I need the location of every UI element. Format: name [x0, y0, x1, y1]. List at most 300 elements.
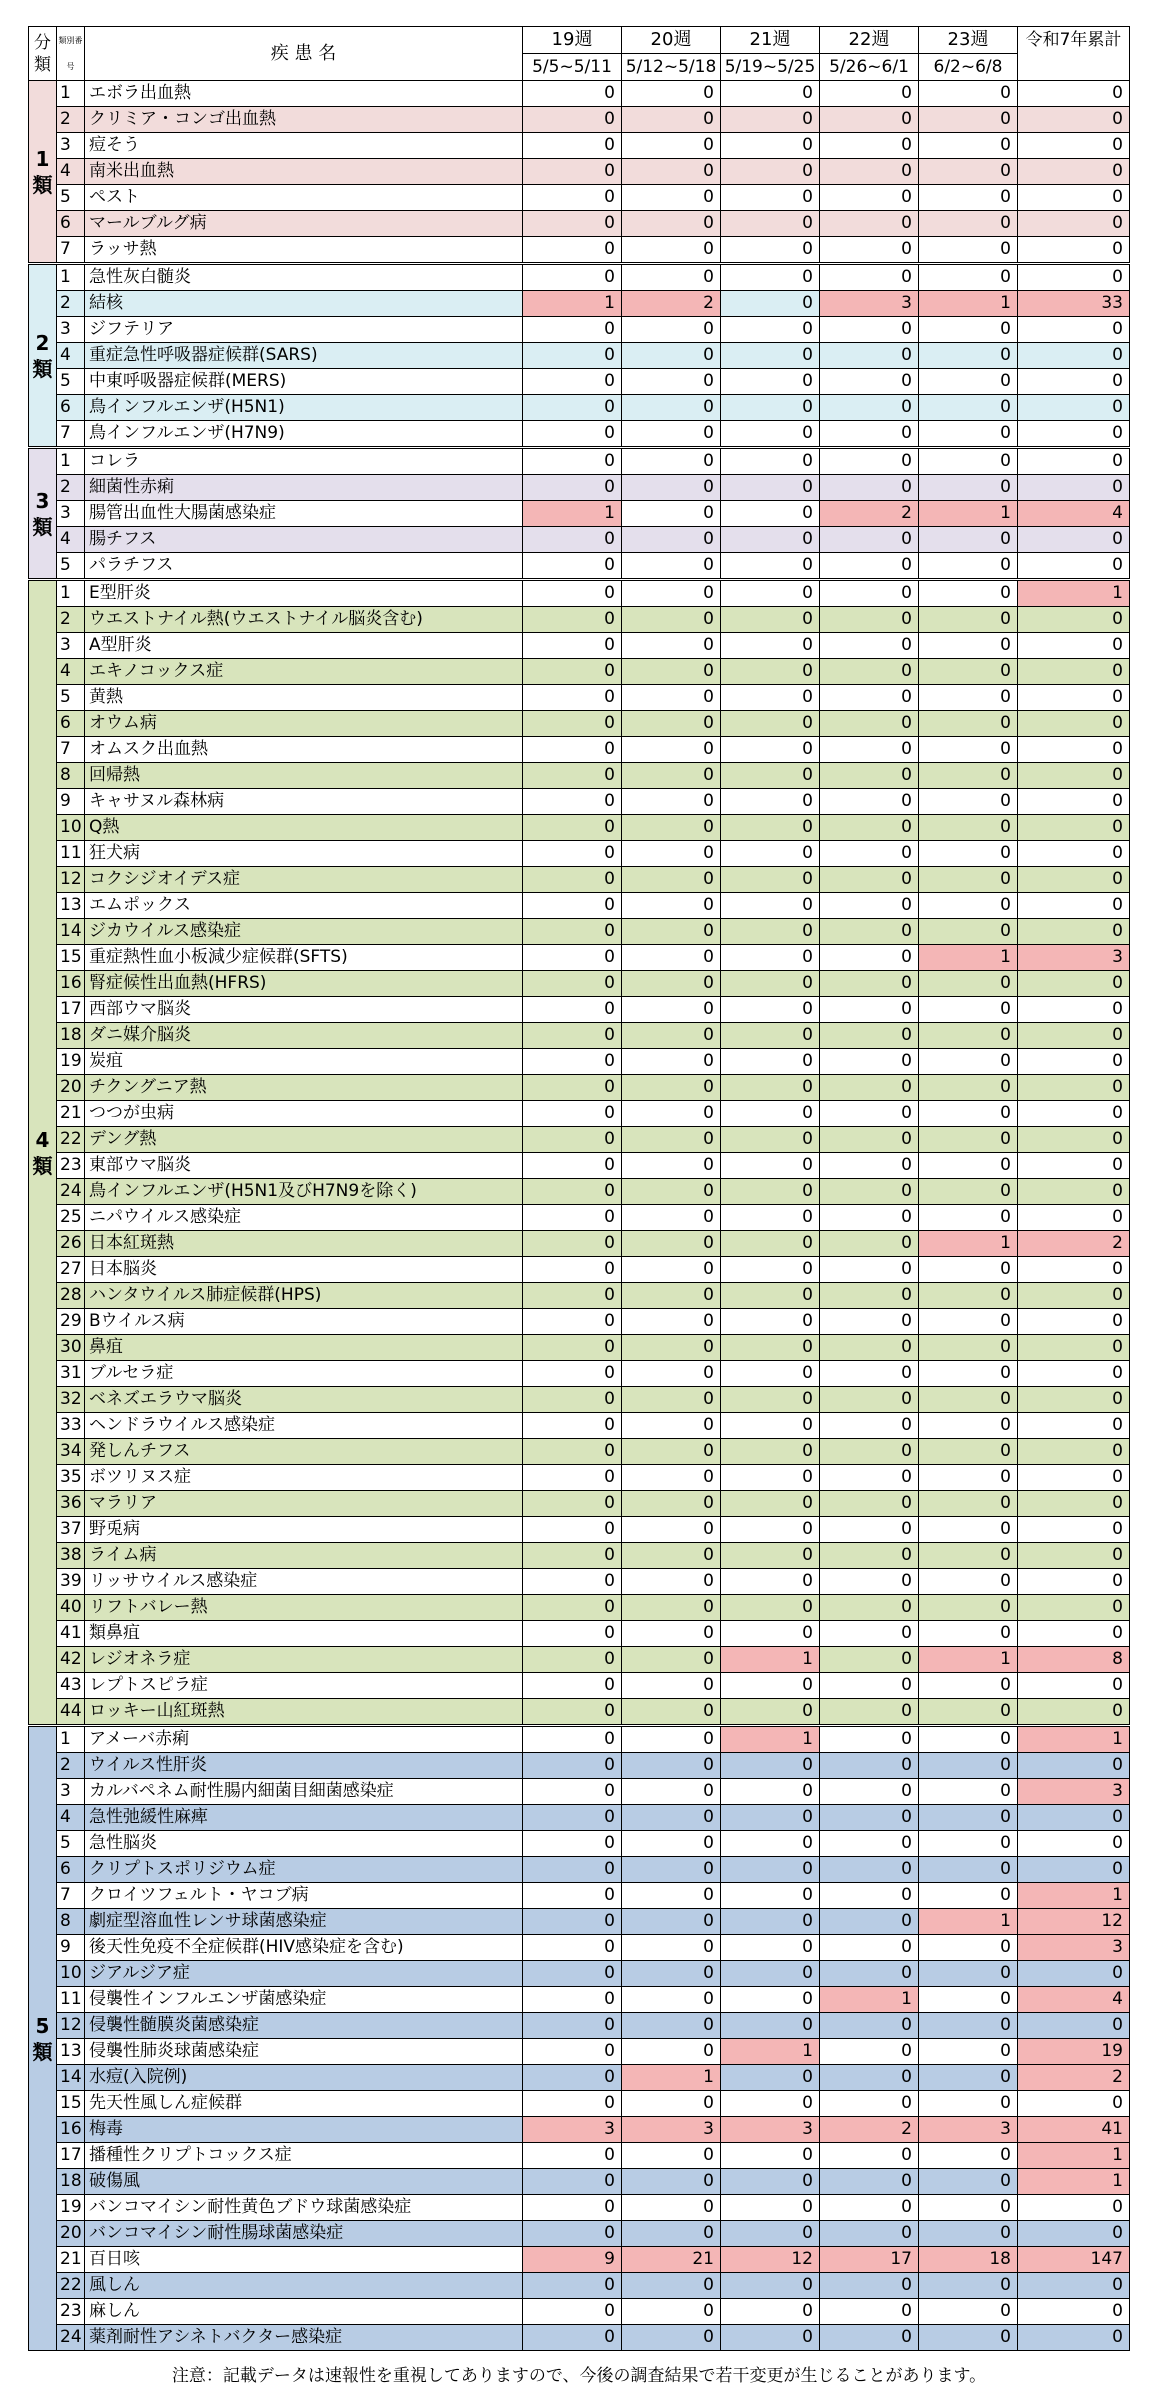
- week-value: 0: [919, 893, 1018, 919]
- week-value: 0: [721, 2325, 820, 2351]
- week-value: 0: [721, 737, 820, 763]
- week-value: 0: [523, 448, 622, 475]
- disease-name: キャサヌル森林病: [85, 789, 523, 815]
- week-value: 0: [919, 1205, 1018, 1231]
- week-value: 0: [820, 395, 919, 421]
- week-value: 0: [523, 2091, 622, 2117]
- row-number: 7: [57, 1883, 85, 1909]
- row-number: 27: [57, 1257, 85, 1283]
- table-row: [29, 1779, 1130, 1805]
- total-value: 0: [1018, 789, 1130, 815]
- week-value: 0: [523, 1647, 622, 1673]
- week-value: 0: [721, 1883, 820, 1909]
- week-value: 0: [919, 2273, 1018, 2299]
- week-value: 0: [622, 1935, 721, 1961]
- week-value: 0: [622, 421, 721, 448]
- week-value: 1: [523, 291, 622, 317]
- week-value: 0: [523, 1699, 622, 1726]
- week-value: 0: [820, 789, 919, 815]
- row-number: 1: [57, 264, 85, 291]
- total-value: 4: [1018, 501, 1130, 527]
- disease-report-table: [28, 26, 1130, 2351]
- week-value: 1: [919, 945, 1018, 971]
- table-row: [29, 107, 1130, 133]
- week-value: 0: [820, 1883, 919, 1909]
- week-value: 1: [721, 2039, 820, 2065]
- week-value: 0: [919, 1413, 1018, 1439]
- week-value: 0: [622, 501, 721, 527]
- disease-name: コレラ: [85, 448, 523, 475]
- week-value: 1: [919, 501, 1018, 527]
- total-value: 0: [1018, 711, 1130, 737]
- total-value: 0: [1018, 1361, 1130, 1387]
- week-value: 0: [919, 1569, 1018, 1595]
- week-value: 0: [820, 1127, 919, 1153]
- week-value: 0: [820, 2299, 919, 2325]
- total-value: 0: [1018, 1699, 1130, 1726]
- row-number: 15: [57, 945, 85, 971]
- total-value: 0: [1018, 815, 1130, 841]
- row-number: 7: [57, 421, 85, 448]
- week-value: 0: [919, 553, 1018, 580]
- row-number: 5: [57, 369, 85, 395]
- week-value: 0: [622, 711, 721, 737]
- table-row: [29, 1179, 1130, 1205]
- header-week-range: 5/26~6/1: [820, 54, 919, 81]
- week-value: 0: [622, 1491, 721, 1517]
- week-value: 0: [919, 81, 1018, 107]
- week-value: 0: [523, 1726, 622, 1753]
- week-value: 0: [523, 553, 622, 580]
- week-value: 0: [622, 1987, 721, 2013]
- total-value: 0: [1018, 841, 1130, 867]
- table-row: [29, 1961, 1130, 1987]
- total-value: 3: [1018, 1935, 1130, 1961]
- disease-name: 侵襲性髄膜炎菌感染症: [85, 2013, 523, 2039]
- week-value: 0: [622, 789, 721, 815]
- disease-name: ペスト: [85, 185, 523, 211]
- header-category: 分類: [29, 27, 57, 81]
- row-number: 31: [57, 1361, 85, 1387]
- week-value: 0: [820, 1699, 919, 1726]
- week-value: 0: [622, 763, 721, 789]
- week-value: 0: [820, 1075, 919, 1101]
- table-row: [29, 237, 1130, 264]
- row-number: 33: [57, 1413, 85, 1439]
- week-value: 1: [919, 1909, 1018, 1935]
- total-value: 0: [1018, 1491, 1130, 1517]
- table-row: [29, 580, 1130, 607]
- header-week-label: 20週: [622, 27, 721, 54]
- week-value: 0: [523, 133, 622, 159]
- disease-name: 後天性免疫不全症候群(HIV感染症を含む): [85, 1935, 523, 1961]
- week-value: 0: [523, 2195, 622, 2221]
- table-row: [29, 317, 1130, 343]
- week-value: 0: [721, 685, 820, 711]
- week-value: 0: [721, 997, 820, 1023]
- week-value: 0: [523, 815, 622, 841]
- week-value: 0: [919, 1805, 1018, 1831]
- week-value: 0: [820, 2273, 919, 2299]
- week-value: 0: [919, 1726, 1018, 1753]
- week-value: 0: [721, 185, 820, 211]
- row-number: 3: [57, 1779, 85, 1805]
- week-value: 0: [820, 317, 919, 343]
- disease-table-container: [28, 26, 1129, 2351]
- week-value: 0: [523, 1961, 622, 1987]
- week-value: 0: [622, 1049, 721, 1075]
- table-row: [29, 1595, 1130, 1621]
- week-value: 0: [523, 1231, 622, 1257]
- week-value: 0: [622, 1205, 721, 1231]
- total-value: 0: [1018, 1023, 1130, 1049]
- table-row: [29, 1831, 1130, 1857]
- week-value: 0: [721, 421, 820, 448]
- table-row: [29, 1753, 1130, 1779]
- total-value: 0: [1018, 1179, 1130, 1205]
- table-row: [29, 1543, 1130, 1569]
- week-value: 0: [820, 711, 919, 737]
- week-value: 0: [919, 527, 1018, 553]
- week-value: 0: [622, 1361, 721, 1387]
- row-number: 3: [57, 133, 85, 159]
- week-value: 0: [820, 1857, 919, 1883]
- disease-name: クロイツフェルト・ヤコブ病: [85, 1883, 523, 1909]
- total-value: 0: [1018, 159, 1130, 185]
- disease-name: 日本紅斑熱: [85, 1231, 523, 1257]
- total-value: 0: [1018, 1857, 1130, 1883]
- week-value: 0: [820, 81, 919, 107]
- week-value: 0: [919, 2299, 1018, 2325]
- week-value: 0: [523, 2273, 622, 2299]
- week-value: 0: [919, 1961, 1018, 1987]
- week-value: 0: [919, 633, 1018, 659]
- total-value: 0: [1018, 867, 1130, 893]
- row-number: 12: [57, 2013, 85, 2039]
- header-row: [29, 27, 1130, 54]
- total-value: 0: [1018, 421, 1130, 448]
- week-value: 0: [820, 1231, 919, 1257]
- total-value: 0: [1018, 1673, 1130, 1699]
- week-value: 0: [721, 659, 820, 685]
- week-value: 0: [919, 815, 1018, 841]
- week-value: 0: [820, 580, 919, 607]
- row-number: 41: [57, 1621, 85, 1647]
- row-number: 2: [57, 475, 85, 501]
- week-value: 21: [622, 2247, 721, 2273]
- total-value: 0: [1018, 659, 1130, 685]
- disease-name: 鳥インフルエンザ(H5N1): [85, 395, 523, 421]
- total-value: 1: [1018, 580, 1130, 607]
- table-row: [29, 81, 1130, 107]
- week-value: 0: [820, 1491, 919, 1517]
- week-value: 0: [820, 685, 919, 711]
- week-value: 0: [721, 2169, 820, 2195]
- week-value: 0: [919, 841, 1018, 867]
- week-value: 0: [919, 1517, 1018, 1543]
- week-value: 0: [523, 1987, 622, 2013]
- week-value: 0: [820, 945, 919, 971]
- week-value: 0: [523, 1101, 622, 1127]
- week-value: 0: [721, 789, 820, 815]
- table-row: [29, 763, 1130, 789]
- week-value: 0: [820, 1517, 919, 1543]
- week-value: 0: [919, 237, 1018, 264]
- total-value: 0: [1018, 237, 1130, 264]
- week-value: 0: [622, 395, 721, 421]
- disease-name: ベネズエラウマ脳炎: [85, 1387, 523, 1413]
- disease-name: ブルセラ症: [85, 1361, 523, 1387]
- disease-name: ハンタウイルス肺症候群(HPS): [85, 1283, 523, 1309]
- week-value: 0: [820, 841, 919, 867]
- week-value: 0: [721, 2299, 820, 2325]
- table-row: [29, 185, 1130, 211]
- row-number: 19: [57, 2195, 85, 2221]
- table-row: [29, 1621, 1130, 1647]
- row-number: 22: [57, 2273, 85, 2299]
- week-value: 0: [523, 997, 622, 1023]
- total-value: 0: [1018, 997, 1130, 1023]
- row-number: 29: [57, 1309, 85, 1335]
- row-number: 8: [57, 1909, 85, 1935]
- row-number: 20: [57, 1075, 85, 1101]
- week-value: 0: [622, 2013, 721, 2039]
- table-row: [29, 1883, 1130, 1909]
- week-value: 0: [919, 711, 1018, 737]
- week-value: 0: [622, 841, 721, 867]
- disease-name: 侵襲性インフルエンザ菌感染症: [85, 1987, 523, 2013]
- table-row: [29, 2013, 1130, 2039]
- table-row: [29, 659, 1130, 685]
- week-value: 0: [622, 607, 721, 633]
- week-value: 0: [820, 763, 919, 789]
- week-value: 0: [523, 1205, 622, 1231]
- disease-name: ライム病: [85, 1543, 523, 1569]
- week-value: 0: [721, 2013, 820, 2039]
- table-row: [29, 527, 1130, 553]
- week-value: 0: [523, 1387, 622, 1413]
- week-value: 0: [820, 1961, 919, 1987]
- week-value: 0: [622, 1753, 721, 1779]
- week-value: 0: [919, 159, 1018, 185]
- table-row: [29, 2091, 1130, 2117]
- week-value: 0: [721, 2143, 820, 2169]
- week-value: 0: [820, 1335, 919, 1361]
- week-value: 0: [622, 1569, 721, 1595]
- disease-name: 腸チフス: [85, 527, 523, 553]
- disease-name: 類鼻疽: [85, 1621, 523, 1647]
- disease-name: ウイルス性肝炎: [85, 1753, 523, 1779]
- total-value: 0: [1018, 737, 1130, 763]
- total-value: 0: [1018, 1257, 1130, 1283]
- week-value: 0: [919, 2091, 1018, 2117]
- week-value: 0: [721, 1361, 820, 1387]
- disease-name: 炭疽: [85, 1049, 523, 1075]
- week-value: 0: [721, 1779, 820, 1805]
- row-number: 35: [57, 1465, 85, 1491]
- week-value: 0: [523, 2039, 622, 2065]
- week-value: 0: [622, 553, 721, 580]
- row-number: 21: [57, 2247, 85, 2273]
- table-row: [29, 2117, 1130, 2143]
- table-row: [29, 475, 1130, 501]
- row-number: 5: [57, 685, 85, 711]
- row-number: 16: [57, 2117, 85, 2143]
- row-number: 14: [57, 2065, 85, 2091]
- week-value: 0: [820, 1779, 919, 1805]
- week-value: 0: [523, 841, 622, 867]
- table-row: [29, 2273, 1130, 2299]
- category-cell: 5類: [29, 1726, 57, 2351]
- total-value: 1: [1018, 1883, 1130, 1909]
- week-value: 0: [523, 1179, 622, 1205]
- week-value: 0: [820, 1831, 919, 1857]
- total-value: 0: [1018, 475, 1130, 501]
- week-value: 0: [721, 395, 820, 421]
- week-value: 3: [919, 2117, 1018, 2143]
- disease-name: 腎症候性出血熱(HFRS): [85, 971, 523, 997]
- row-number: 28: [57, 1283, 85, 1309]
- row-number: 7: [57, 737, 85, 763]
- row-number: 2: [57, 291, 85, 317]
- table-row: [29, 1101, 1130, 1127]
- total-value: 0: [1018, 2221, 1130, 2247]
- week-value: 0: [919, 2143, 1018, 2169]
- week-value: 0: [919, 1595, 1018, 1621]
- disease-name: リッサウイルス感染症: [85, 1569, 523, 1595]
- table-row: [29, 501, 1130, 527]
- week-value: 0: [919, 763, 1018, 789]
- week-value: 0: [622, 945, 721, 971]
- header-week-range: 5/12~5/18: [622, 54, 721, 81]
- disease-name: 東部ウマ脳炎: [85, 1153, 523, 1179]
- row-number: 4: [57, 659, 85, 685]
- row-number: 17: [57, 997, 85, 1023]
- week-value: 0: [820, 1753, 919, 1779]
- header-number: 類別番号: [57, 27, 85, 81]
- week-value: 0: [919, 1543, 1018, 1569]
- week-value: 1: [622, 2065, 721, 2091]
- row-number: 3: [57, 501, 85, 527]
- week-value: 0: [721, 553, 820, 580]
- row-number: 24: [57, 2325, 85, 2351]
- table-row: [29, 1231, 1130, 1257]
- week-value: 0: [919, 997, 1018, 1023]
- week-value: 0: [721, 1335, 820, 1361]
- week-value: 0: [721, 2221, 820, 2247]
- week-value: 0: [721, 1101, 820, 1127]
- week-value: 0: [919, 2325, 1018, 2351]
- table-row: [29, 1049, 1130, 1075]
- week-value: 0: [820, 1257, 919, 1283]
- row-number: 6: [57, 395, 85, 421]
- week-value: 0: [721, 711, 820, 737]
- row-number: 13: [57, 2039, 85, 2065]
- week-value: 0: [622, 1805, 721, 1831]
- row-number: 42: [57, 1647, 85, 1673]
- header-disease: 疾 患 名: [85, 27, 523, 81]
- total-value: 0: [1018, 1543, 1130, 1569]
- total-value: 0: [1018, 1569, 1130, 1595]
- row-number: 11: [57, 841, 85, 867]
- row-number: 39: [57, 1569, 85, 1595]
- total-value: 0: [1018, 1205, 1130, 1231]
- week-value: 0: [523, 2299, 622, 2325]
- row-number: 44: [57, 1699, 85, 1726]
- week-value: 0: [523, 580, 622, 607]
- week-value: 0: [523, 1465, 622, 1491]
- week-value: 0: [622, 1179, 721, 1205]
- total-value: 0: [1018, 1413, 1130, 1439]
- week-value: 0: [523, 2325, 622, 2351]
- week-value: 0: [523, 1935, 622, 1961]
- table-row: [29, 945, 1130, 971]
- week-value: 0: [622, 1075, 721, 1101]
- week-value: 0: [820, 2065, 919, 2091]
- week-value: 0: [919, 475, 1018, 501]
- week-value: 1: [721, 1647, 820, 1673]
- week-value: 0: [523, 421, 622, 448]
- week-value: 0: [622, 1857, 721, 1883]
- week-value: 0: [721, 1935, 820, 1961]
- total-value: 0: [1018, 2195, 1130, 2221]
- table-row: [29, 841, 1130, 867]
- week-value: 0: [820, 867, 919, 893]
- week-value: 0: [919, 1987, 1018, 2013]
- row-number: 36: [57, 1491, 85, 1517]
- disease-name: Q熱: [85, 815, 523, 841]
- week-value: 0: [919, 1699, 1018, 1726]
- row-number: 2: [57, 1753, 85, 1779]
- row-number: 34: [57, 1439, 85, 1465]
- disease-name: オムスク出血熱: [85, 737, 523, 763]
- row-number: 6: [57, 711, 85, 737]
- total-value: 0: [1018, 553, 1130, 580]
- row-number: 32: [57, 1387, 85, 1413]
- table-row: [29, 789, 1130, 815]
- row-number: 1: [57, 448, 85, 475]
- week-value: 0: [721, 475, 820, 501]
- week-value: 0: [820, 448, 919, 475]
- week-value: 0: [523, 1595, 622, 1621]
- week-value: 0: [721, 291, 820, 317]
- disease-name: 結核: [85, 291, 523, 317]
- week-value: 0: [622, 1909, 721, 1935]
- week-value: 0: [721, 343, 820, 369]
- week-value: 0: [523, 1909, 622, 1935]
- week-value: 1: [523, 501, 622, 527]
- table-row: [29, 369, 1130, 395]
- week-value: 0: [820, 2195, 919, 2221]
- total-value: 0: [1018, 107, 1130, 133]
- week-value: 0: [721, 1387, 820, 1413]
- week-value: 0: [523, 1413, 622, 1439]
- table-row: [29, 1857, 1130, 1883]
- week-value: 0: [523, 607, 622, 633]
- total-value: 0: [1018, 1753, 1130, 1779]
- row-number: 1: [57, 81, 85, 107]
- table-row: [29, 1283, 1130, 1309]
- disease-name: E型肝炎: [85, 580, 523, 607]
- week-value: 0: [919, 1309, 1018, 1335]
- week-value: 0: [820, 1909, 919, 1935]
- week-value: 0: [820, 159, 919, 185]
- disease-name: レジオネラ症: [85, 1647, 523, 1673]
- disease-name: 細菌性赤痢: [85, 475, 523, 501]
- disease-name: 腸管出血性大腸菌感染症: [85, 501, 523, 527]
- week-value: 0: [721, 1231, 820, 1257]
- total-value: 0: [1018, 971, 1130, 997]
